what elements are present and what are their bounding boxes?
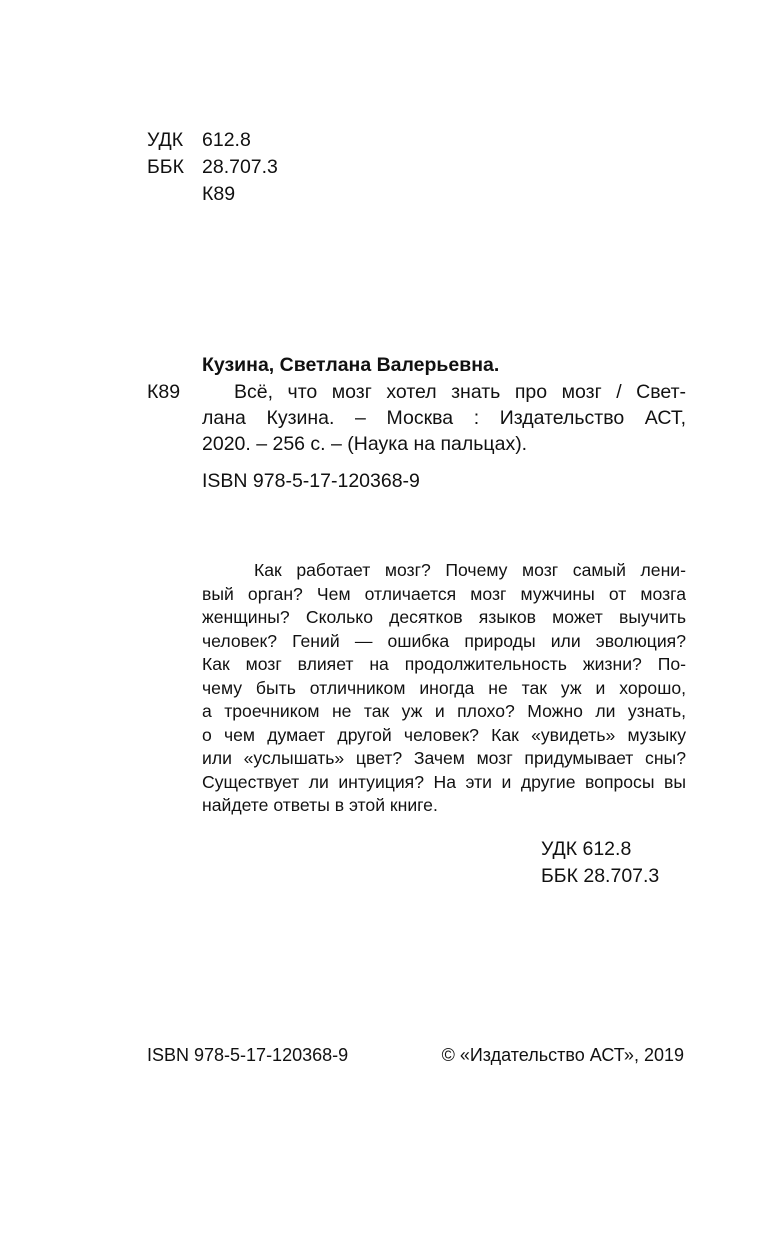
abstract-line: человек? Гений — ошибка природы или эволюция? [202, 630, 686, 651]
abstract-line: чему быть отличником иногда не так уж и хорошо, [202, 677, 686, 698]
udk-label: УДК [147, 129, 184, 151]
abstract-line: женщины? Сколько десятков языков может выучить [202, 607, 686, 627]
bibliographic-description [202, 379, 686, 457]
cutter-code: К89 [202, 183, 236, 205]
abstract-line: найдете ответы в этой книге. [202, 795, 438, 815]
record-cutter-code: К89 [147, 381, 181, 403]
bbk-value: 28.707.3 [202, 156, 278, 178]
udk-value: 612.8 [202, 129, 251, 151]
abstract-line: Существует ли интуиция? На эти и другие вопросы вы [202, 771, 686, 792]
abstract-line: Как мозг влияет на продолжительность жизни? По- [202, 654, 686, 674]
footer-isbn: ISBN 978-5-17-120368-9 [147, 1045, 349, 1065]
abstract-line: вый орган? Чем отличается мозг мужчины от мозга [202, 583, 686, 604]
biblio-line: 2020. – 256 с. – (Наука на пальцах). [202, 433, 528, 455]
book-abstract [202, 559, 686, 818]
bottom-udk: УДК 612.8 [541, 838, 632, 860]
biblio-line: лана Кузина. – Москва : Издательство АСТ, [202, 407, 686, 429]
author-name: Кузина, Светлана Валерьевна. [202, 354, 500, 376]
record-isbn: ISBN 978-5-17-120368-9 [202, 470, 420, 492]
biblio-line: Всё, что мозг хотел знать про мозг / Свет- [234, 381, 686, 403]
abstract-line: о чем думает другой человек? Как «увидеть» музыку [202, 724, 686, 745]
copyright-notice: © «Издательство АСТ», 2019 [441, 1045, 684, 1065]
abstract-line: Как работает мозг? Почему мозг самый лени- [254, 560, 686, 580]
abstract-line: а троечником не так уж и плохо? Можно ли узнать, [202, 701, 686, 721]
bbk-label: ББК [147, 156, 184, 178]
abstract-line: или «услышать» цвет? Зачем мозг придумывает сны? [202, 748, 686, 768]
bottom-bbk: ББК 28.707.3 [541, 865, 660, 887]
